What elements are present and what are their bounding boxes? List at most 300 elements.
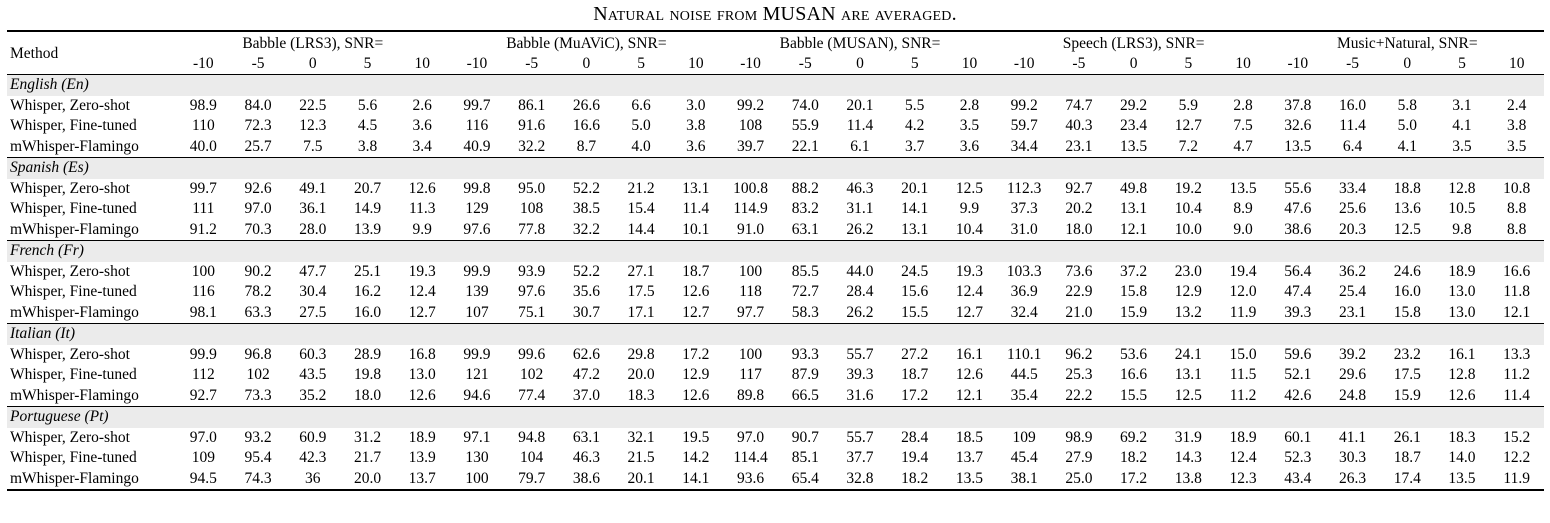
value-cell: 12.2	[1503, 449, 1531, 467]
value-cell: 47.2	[572, 366, 600, 384]
value-cell: 16.1	[1448, 345, 1476, 363]
value-cell: 14.4	[627, 220, 655, 238]
value-cell: 11.9	[1489, 469, 1544, 491]
value-cell: 93.6	[723, 469, 778, 491]
value-cell: 12.6	[1448, 386, 1476, 404]
value-cell: 108	[738, 117, 763, 135]
value-cell: 78.2	[244, 283, 272, 301]
value-cell: 104	[520, 449, 544, 467]
value-cell: 99.7	[463, 96, 491, 114]
value-cell: 55.7	[846, 428, 874, 446]
value-cell: 69.2	[1120, 428, 1148, 446]
value-cell: 19.4	[1229, 262, 1257, 280]
value-cell: 116	[192, 283, 215, 301]
value-cell: 93.9	[518, 262, 546, 280]
value-cell: 16.8	[408, 345, 436, 363]
value-cell: 5.6	[357, 96, 378, 114]
value-cell: 97.6	[463, 220, 491, 238]
value-cell: 10.4	[955, 220, 983, 238]
results-table	[7, 30, 1544, 491]
value-cell: 55.7	[846, 345, 874, 363]
value-cell: 19.4	[901, 449, 929, 467]
value-cell: 63.1	[791, 220, 819, 238]
value-cell: 86.1	[518, 96, 546, 114]
snr-header: 5	[910, 55, 919, 72]
value-cell: 99.2	[1010, 96, 1038, 114]
value-cell: 90.2	[244, 262, 272, 280]
value-cell: 12.6	[955, 366, 983, 384]
value-cell: 15.8	[1120, 283, 1148, 301]
value-cell: 27.2	[901, 345, 929, 363]
value-cell: 11.4	[1339, 117, 1366, 135]
value-cell: 109	[1012, 428, 1036, 446]
value-cell: 14.3	[1174, 449, 1202, 467]
value-cell: 116	[465, 117, 489, 135]
value-cell: 11.8	[1503, 283, 1530, 301]
method-cell: mWhisper-Flamingo	[10, 220, 139, 238]
value-cell: 92.6	[244, 179, 272, 197]
value-cell: 112	[192, 366, 215, 384]
value-cell: 85.1	[791, 449, 819, 467]
value-cell: 12.6	[408, 179, 436, 197]
value-cell: 38.6	[559, 469, 614, 491]
value-cell: 3.8	[686, 117, 706, 135]
value-cell: 29.6	[1338, 366, 1367, 384]
value-cell: 10.8	[1503, 179, 1531, 197]
value-cell: 55.6	[1284, 179, 1312, 197]
value-cell: 27.9	[1065, 449, 1093, 467]
table-row	[7, 469, 1544, 491]
value-cell: 18.8	[1393, 179, 1421, 197]
value-cell: 60.9	[299, 428, 327, 446]
value-cell: 100	[191, 262, 215, 280]
value-cell: 43.5	[299, 366, 327, 384]
value-cell: 8.9	[1233, 200, 1253, 218]
value-cell: 5.0	[1397, 117, 1417, 135]
value-cell: 107	[465, 303, 489, 321]
value-cell: 59.7	[1010, 117, 1038, 135]
value-cell: 18.5	[955, 428, 983, 446]
value-cell: 16.6	[1120, 366, 1148, 384]
value-cell: 37.8	[1284, 96, 1312, 114]
value-cell: 88.2	[791, 179, 819, 197]
value-cell: 18.7	[682, 262, 710, 280]
value-cell: 38.5	[572, 200, 600, 218]
value-cell: 18.0	[1065, 220, 1093, 238]
value-cell: 3.5	[1507, 137, 1527, 155]
snr-header: -5	[1072, 55, 1086, 72]
value-cell: 12.8	[1448, 179, 1476, 197]
value-cell: 12.5	[1393, 220, 1421, 238]
value-cell: 2.4	[1507, 96, 1527, 114]
snr-header: 0	[1129, 55, 1138, 72]
group-header: Speech (LRS3), SNR=	[997, 31, 1271, 55]
value-cell: 16.6	[572, 117, 600, 135]
method-cell: Whisper, Fine-tuned	[10, 283, 137, 301]
value-cell: 15.9	[1393, 386, 1421, 404]
value-cell: 92.7	[1065, 179, 1093, 197]
value-cell: 20.3	[1338, 220, 1367, 238]
snr-header: 10	[1508, 55, 1525, 72]
value-cell: 26.2	[846, 303, 874, 321]
value-cell: 3.8	[357, 137, 378, 155]
value-cell: 20.7	[353, 179, 382, 197]
value-cell: 100	[450, 469, 505, 491]
value-cell: 12.6	[682, 283, 710, 301]
value-cell: 12.4	[955, 283, 983, 301]
value-cell: 3.1	[1452, 96, 1472, 114]
value-cell: 25.1	[353, 262, 382, 280]
value-cell: 29.8	[627, 345, 655, 363]
value-cell: 23.2	[1393, 345, 1421, 363]
value-cell: 6.6	[631, 96, 651, 114]
table-row	[7, 282, 1544, 303]
value-cell: 4.7	[1233, 137, 1253, 155]
value-cell: 70.3	[244, 220, 272, 238]
value-cell: 12.3	[299, 117, 327, 135]
value-cell: 30.7	[572, 303, 600, 321]
value-cell: 10.5	[1448, 200, 1476, 218]
value-cell: 2.8	[959, 96, 980, 114]
value-cell: 3.5	[959, 117, 980, 135]
value-cell: 20.2	[1065, 200, 1093, 218]
value-cell: 3.6	[412, 117, 432, 135]
value-cell: 13.3	[1503, 345, 1531, 363]
value-cell: 38.6	[1284, 220, 1312, 238]
value-cell: 19.3	[408, 262, 436, 280]
value-cell: 32.2	[572, 220, 600, 238]
value-cell: 7.5	[303, 137, 323, 155]
snr-header: 0	[1403, 55, 1412, 72]
value-cell: 43.4	[1270, 469, 1325, 491]
value-cell: 35.2	[299, 386, 327, 404]
value-cell: 28.9	[353, 345, 382, 363]
snr-header: -5	[798, 55, 812, 72]
value-cell: 40.9	[463, 137, 491, 155]
value-cell: 23.4	[1120, 117, 1148, 135]
value-cell: 13.7	[955, 449, 983, 467]
snr-header: 5	[363, 55, 372, 72]
value-cell: 139	[465, 283, 489, 301]
value-cell: 49.8	[1120, 179, 1148, 197]
value-cell: 25.6	[1338, 200, 1367, 218]
value-cell: 72.7	[791, 283, 819, 301]
value-cell: 17.2	[682, 345, 710, 363]
value-cell: 17.4	[1380, 469, 1435, 491]
section-header-row	[7, 75, 1544, 96]
value-cell: 31.0	[1010, 220, 1038, 238]
value-cell: 59.6	[1284, 345, 1312, 363]
value-cell: 17.5	[1393, 366, 1421, 384]
value-cell: 11.2	[1229, 386, 1257, 404]
table-row	[7, 448, 1544, 469]
value-cell: 16.0	[1338, 96, 1367, 114]
value-cell: 13.9	[408, 449, 436, 467]
table-row	[7, 303, 1544, 324]
value-cell: 55.9	[791, 117, 819, 135]
value-cell: 97.6	[518, 283, 546, 301]
header-row-groups	[7, 31, 1544, 55]
value-cell: 97.0	[736, 428, 765, 446]
value-cell: 109	[191, 449, 215, 467]
value-cell: 36.9	[1010, 283, 1038, 301]
value-cell: 49.1	[299, 179, 327, 197]
value-cell: 62.6	[572, 345, 600, 363]
value-cell: 73.6	[1065, 262, 1093, 280]
value-cell: 102	[520, 366, 544, 384]
value-cell: 83.2	[791, 200, 819, 218]
snr-header: -5	[251, 55, 265, 72]
value-cell: 39.3	[1284, 303, 1312, 321]
value-cell: 28.4	[901, 428, 929, 446]
value-cell: 3.4	[412, 137, 432, 155]
value-cell: 13.5	[942, 469, 997, 491]
value-cell: 13.0	[1448, 303, 1476, 321]
value-cell: 42.3	[299, 449, 327, 467]
snr-header: -10	[1013, 55, 1035, 72]
table-row	[7, 220, 1544, 241]
value-cell: 12.5	[1174, 386, 1202, 404]
value-cell: 23.1	[1065, 137, 1093, 155]
value-cell: 20.1	[614, 469, 669, 491]
value-cell: 74.3	[231, 469, 286, 491]
value-cell: 12.1	[1120, 220, 1148, 238]
value-cell: 31.6	[846, 386, 874, 404]
value-cell: 26.6	[572, 96, 600, 114]
value-cell: 9.9	[959, 200, 980, 218]
value-cell: 13.0	[408, 366, 436, 384]
snr-header: -10	[466, 55, 488, 72]
method-cell: mWhisper-Flamingo	[7, 469, 176, 491]
value-cell: 12.7	[1174, 117, 1202, 135]
value-cell: 38.1	[997, 469, 1052, 491]
value-cell: 16.0	[353, 303, 382, 321]
value-cell: 8.8	[1507, 200, 1527, 218]
value-cell: 74.7	[1065, 96, 1093, 114]
value-cell: 11.4	[1503, 386, 1530, 404]
value-cell: 129	[465, 200, 489, 218]
value-cell: 12.1	[1503, 303, 1531, 321]
value-cell: 3.7	[905, 137, 925, 155]
value-cell: 36.1	[299, 200, 327, 218]
value-cell: 16.1	[955, 345, 983, 363]
value-cell: 3.6	[686, 137, 706, 155]
value-cell: 18.7	[1393, 449, 1421, 467]
value-cell: 60.1	[1284, 428, 1312, 446]
value-cell: 15.0	[1229, 345, 1257, 363]
value-cell: 20.0	[627, 366, 655, 384]
value-cell: 39.2	[1338, 345, 1367, 363]
value-cell: 35.6	[572, 283, 600, 301]
value-cell: 87.9	[791, 366, 819, 384]
value-cell: 12.3	[1216, 469, 1271, 491]
value-cell: 25.4	[1338, 283, 1367, 301]
value-cell: 39.7	[736, 137, 765, 155]
value-cell: 110.1	[1007, 345, 1042, 363]
value-cell: 15.2	[1503, 428, 1531, 446]
value-cell: 19.8	[353, 366, 382, 384]
value-cell: 97.0	[189, 428, 217, 446]
value-cell: 20.1	[901, 179, 929, 197]
value-cell: 3.0	[686, 96, 706, 114]
value-cell: 19.2	[1174, 179, 1202, 197]
group-header: Babble (LRS3), SNR=	[176, 31, 450, 55]
method-cell: mWhisper-Flamingo	[10, 386, 139, 404]
value-cell: 13.8	[1161, 469, 1216, 491]
value-cell: 12.6	[682, 386, 710, 404]
value-cell: 42.6	[1284, 386, 1312, 404]
value-cell: 12.7	[955, 303, 983, 321]
value-cell: 32.1	[627, 428, 655, 446]
value-cell: 17.2	[1106, 469, 1161, 491]
value-cell: 47.6	[1284, 200, 1312, 218]
value-cell: 15.5	[901, 303, 929, 321]
value-cell: 96.2	[1065, 345, 1093, 363]
snr-header: 5	[1184, 55, 1193, 72]
value-cell: 23.0	[1174, 262, 1202, 280]
snr-header: -10	[740, 55, 761, 72]
value-cell: 53.6	[1120, 345, 1148, 363]
value-cell: 52.2	[572, 262, 600, 280]
value-cell: 17.5	[627, 283, 655, 301]
value-cell: 10.4	[1174, 200, 1202, 218]
value-cell: 28.4	[846, 283, 874, 301]
value-cell: 99.6	[518, 345, 546, 363]
value-cell: 4.5	[357, 117, 378, 135]
value-cell: 35.4	[1010, 386, 1038, 404]
value-cell: 4.1	[1452, 117, 1472, 135]
method-cell: Whisper, Fine-tuned	[10, 117, 137, 135]
method-cell: mWhisper-Flamingo	[10, 137, 139, 155]
method-cell: Whisper, Zero-shot	[10, 179, 130, 197]
language-section	[7, 324, 1544, 407]
value-cell: 2.8	[1233, 96, 1253, 114]
method-cell: Whisper, Zero-shot	[10, 262, 130, 280]
value-cell: 91.6	[518, 117, 546, 135]
value-cell: 12.7	[408, 303, 436, 321]
value-cell: 13.9	[353, 220, 382, 238]
value-cell: 7.2	[1178, 137, 1199, 155]
value-cell: 26.1	[1393, 428, 1421, 446]
value-cell: 3.5	[1452, 137, 1472, 155]
value-cell: 21.0	[1065, 303, 1093, 321]
value-cell: 11.4	[682, 200, 710, 218]
value-cell: 52.3	[1284, 449, 1312, 467]
value-cell: 12.7	[682, 303, 710, 321]
value-cell: 33.4	[1338, 179, 1367, 197]
section-header-row	[7, 407, 1544, 428]
value-cell: 9.8	[1452, 220, 1472, 238]
value-cell: 12.8	[1448, 366, 1476, 384]
value-cell: 99.2	[736, 96, 765, 114]
value-cell: 11.5	[1229, 366, 1257, 384]
value-cell: 77.4	[518, 386, 546, 404]
value-cell: 3.6	[959, 137, 980, 155]
value-cell: 6.4	[1342, 137, 1363, 155]
value-cell: 17.2	[901, 386, 929, 404]
value-cell: 98.9	[1065, 428, 1093, 446]
value-cell: 3.8	[1507, 117, 1527, 135]
value-cell: 114.4	[733, 449, 768, 467]
value-cell: 100	[738, 262, 763, 280]
value-cell: 25.3	[1065, 366, 1093, 384]
snr-header: 0	[856, 55, 864, 72]
method-cell: Whisper, Fine-tuned	[10, 366, 137, 384]
value-cell: 14.2	[682, 449, 710, 467]
value-cell: 13.7	[395, 469, 450, 491]
value-cell: 11.4	[846, 117, 874, 135]
group-header: Babble (MUSAN), SNR=	[723, 31, 997, 55]
method-column-header: Method	[7, 31, 176, 75]
value-cell: 94.8	[518, 428, 546, 446]
value-cell: 99.7	[189, 179, 217, 197]
value-cell: 18.9	[408, 428, 436, 446]
value-cell: 22.5	[299, 96, 327, 114]
method-cell: Whisper, Zero-shot	[10, 96, 130, 114]
value-cell: 14.1	[901, 200, 929, 218]
value-cell: 36	[285, 469, 340, 491]
value-cell: 73.3	[244, 386, 272, 404]
value-cell: 7.5	[1233, 117, 1253, 135]
value-cell: 13.5	[1284, 137, 1312, 155]
value-cell: 13.1	[1120, 200, 1148, 218]
table-caption: Natural noise from MUSAN are averaged.	[593, 3, 957, 25]
value-cell: 30.4	[299, 283, 327, 301]
value-cell: 63.1	[572, 428, 600, 446]
value-cell: 40.3	[1065, 117, 1093, 135]
method-cell: mWhisper-Flamingo	[10, 303, 139, 321]
value-cell: 16.0	[1393, 283, 1421, 301]
table-row	[7, 137, 1544, 158]
value-cell: 118	[739, 283, 762, 301]
language-label: Spanish (Es)	[7, 158, 1544, 179]
value-cell: 99.9	[463, 345, 491, 363]
value-cell: 13.2	[1174, 303, 1202, 321]
language-label: English (En)	[7, 75, 1544, 96]
value-cell: 31.1	[846, 200, 874, 218]
value-cell: 31.9	[1174, 428, 1202, 446]
value-cell: 13.5	[1435, 469, 1490, 491]
value-cell: 39.3	[846, 366, 874, 384]
header-row-snr	[7, 55, 1544, 75]
value-cell: 22.1	[791, 137, 819, 155]
language-label: Italian (It)	[7, 324, 1544, 345]
value-cell: 15.4	[627, 200, 655, 218]
value-cell: 9.0	[1233, 220, 1253, 238]
value-cell: 14.0	[1448, 449, 1476, 467]
value-cell: 17.1	[627, 303, 655, 321]
snr-header: 10	[414, 55, 430, 72]
value-cell: 47.7	[299, 262, 327, 280]
table-row	[7, 386, 1544, 407]
table-row	[7, 96, 1544, 117]
method-cell: Whisper, Zero-shot	[10, 345, 130, 363]
value-cell: 4.0	[631, 137, 651, 155]
language-section	[7, 158, 1544, 241]
value-cell: 10.0	[1174, 220, 1202, 238]
table-row	[7, 345, 1544, 366]
value-cell: 26.2	[846, 220, 874, 238]
value-cell: 112.3	[1007, 179, 1042, 197]
value-cell: 46.3	[846, 179, 874, 197]
value-cell: 13.1	[1174, 366, 1202, 384]
value-cell: 13.5	[1229, 179, 1257, 197]
value-cell: 14.9	[353, 200, 382, 218]
value-cell: 37.7	[846, 449, 874, 467]
value-cell: 19.3	[955, 262, 983, 280]
value-cell: 95.4	[244, 449, 272, 467]
value-cell: 18.2	[1120, 449, 1148, 467]
